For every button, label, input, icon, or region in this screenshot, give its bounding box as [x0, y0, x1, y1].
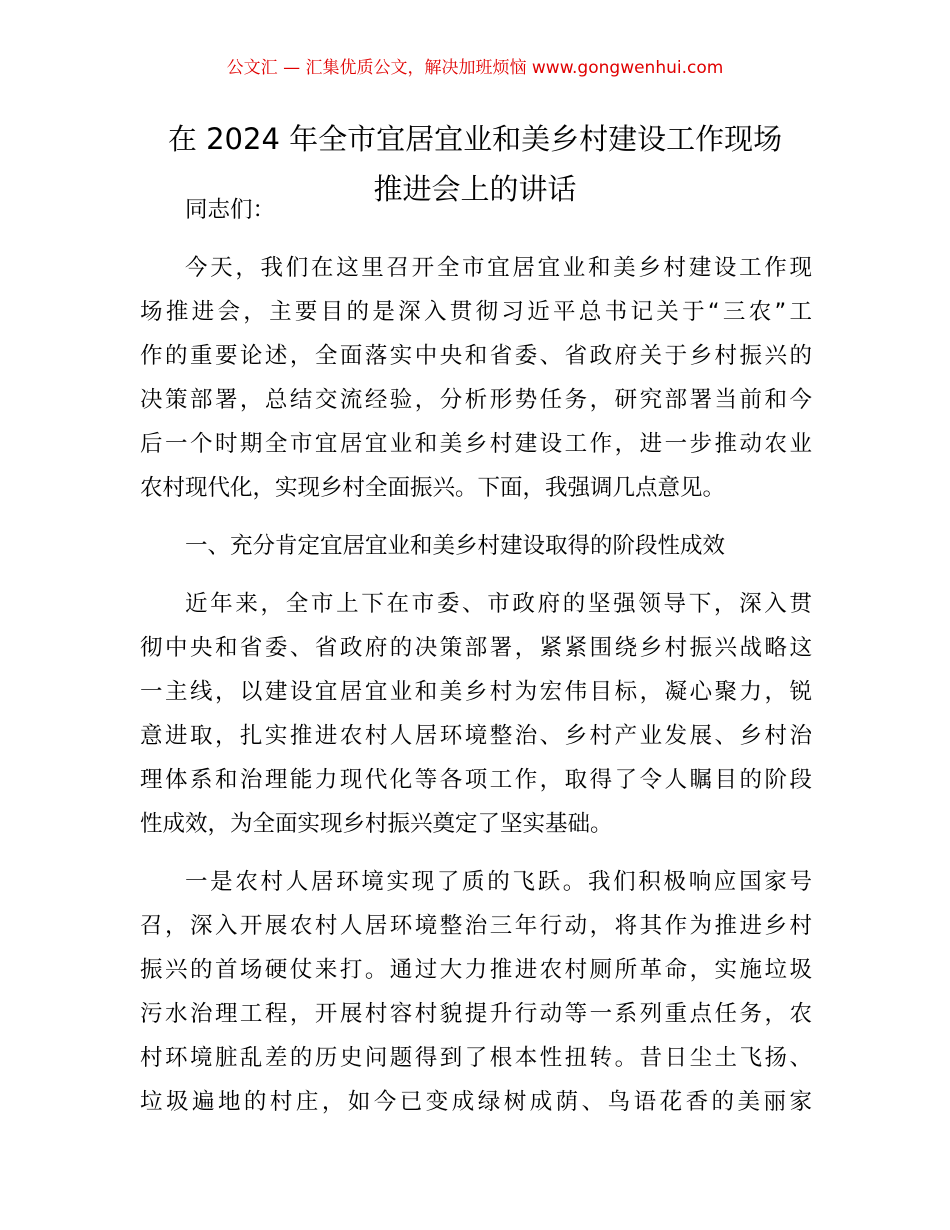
paragraph-line: 一主线，以建设宜居宜业和美乡村为宏伟目标，凝心聚力，锐	[140, 679, 812, 705]
point-1-paragraph	[140, 860, 812, 1124]
paragraph-line: 性成效，为全面实现乡村振兴奠定了坚实基础。	[140, 811, 613, 837]
paragraph-line: 意进取，扎实推进农村人居环境整治、乡村产业发展、乡村治	[140, 723, 812, 749]
paragraph-line: 理体系和治理能力现代化等各项工作，取得了令人瞩目的阶段	[140, 767, 812, 793]
paragraph-line: 场推进会，主要目的是深入贯彻习近平总书记关于“三农”工	[140, 299, 812, 325]
paragraph-line: 近年来，全市上下在市委、市政府的坚强领导下，深入贯	[185, 591, 812, 617]
paragraph-line: 垃圾遍地的村庄，如今已变成绿树成荫、鸟语花香的美丽家	[140, 1089, 812, 1115]
achievements-paragraph	[140, 582, 812, 846]
paragraph-line: 一是农村人居环境实现了质的飞跃。我们积极响应国家号	[185, 869, 812, 895]
paragraph-line: 今天，我们在这里召开全市宜居宜业和美乡村建设工作现	[185, 255, 812, 281]
paragraph-line: 后一个时期全市宜居宜业和美乡村建设工作，进一步推动农业	[140, 431, 812, 457]
paragraph-line: 彻中央和省委、省政府的决策部署，紧紧围绕乡村振兴战略这	[140, 635, 812, 661]
paragraph-line: 振兴的首场硬仗来打。通过大力推进农村厕所革命，实施垃圾	[140, 957, 812, 983]
site-banner: 公文汇 — 汇集优质公文，解决加班烦恼 www.gongwenhui.com	[226, 58, 724, 78]
document-body	[140, 188, 812, 1124]
salutation-paragraph	[140, 188, 812, 232]
paragraph-line: 召，深入开展农村人居环境整治三年行动，将其作为推进乡村	[140, 913, 812, 939]
section-heading-1	[140, 524, 812, 568]
paragraph-line: 农村现代化，实现乡村全面振兴。下面，我强调几点意见。	[140, 475, 726, 501]
section-heading-line: 一、充分肯定宜居宜业和美乡村建设取得的阶段性成效	[185, 533, 726, 559]
paragraph-line: 作的重要论述，全面落实中央和省委、省政府关于乡村振兴的	[140, 343, 812, 369]
paragraph-line: 决策部署，总结交流经验，分析形势任务，研究部署当前和今	[140, 387, 812, 413]
paragraph-line: 村环境脏乱差的历史问题得到了根本性扭转。昔日尘土飞扬、	[140, 1045, 812, 1071]
document-title-line-2: 推进会上的讲话	[373, 172, 577, 206]
paragraph-line: 同志们：	[185, 197, 276, 223]
document-title-line-1: 在 2024 年全市宜居宜业和美乡村建设工作现场	[167, 122, 783, 156]
intro-paragraph	[140, 246, 812, 510]
paragraph-line: 污水治理工程，开展村容村貌提升行动等一系列重点任务，农	[140, 1001, 812, 1027]
